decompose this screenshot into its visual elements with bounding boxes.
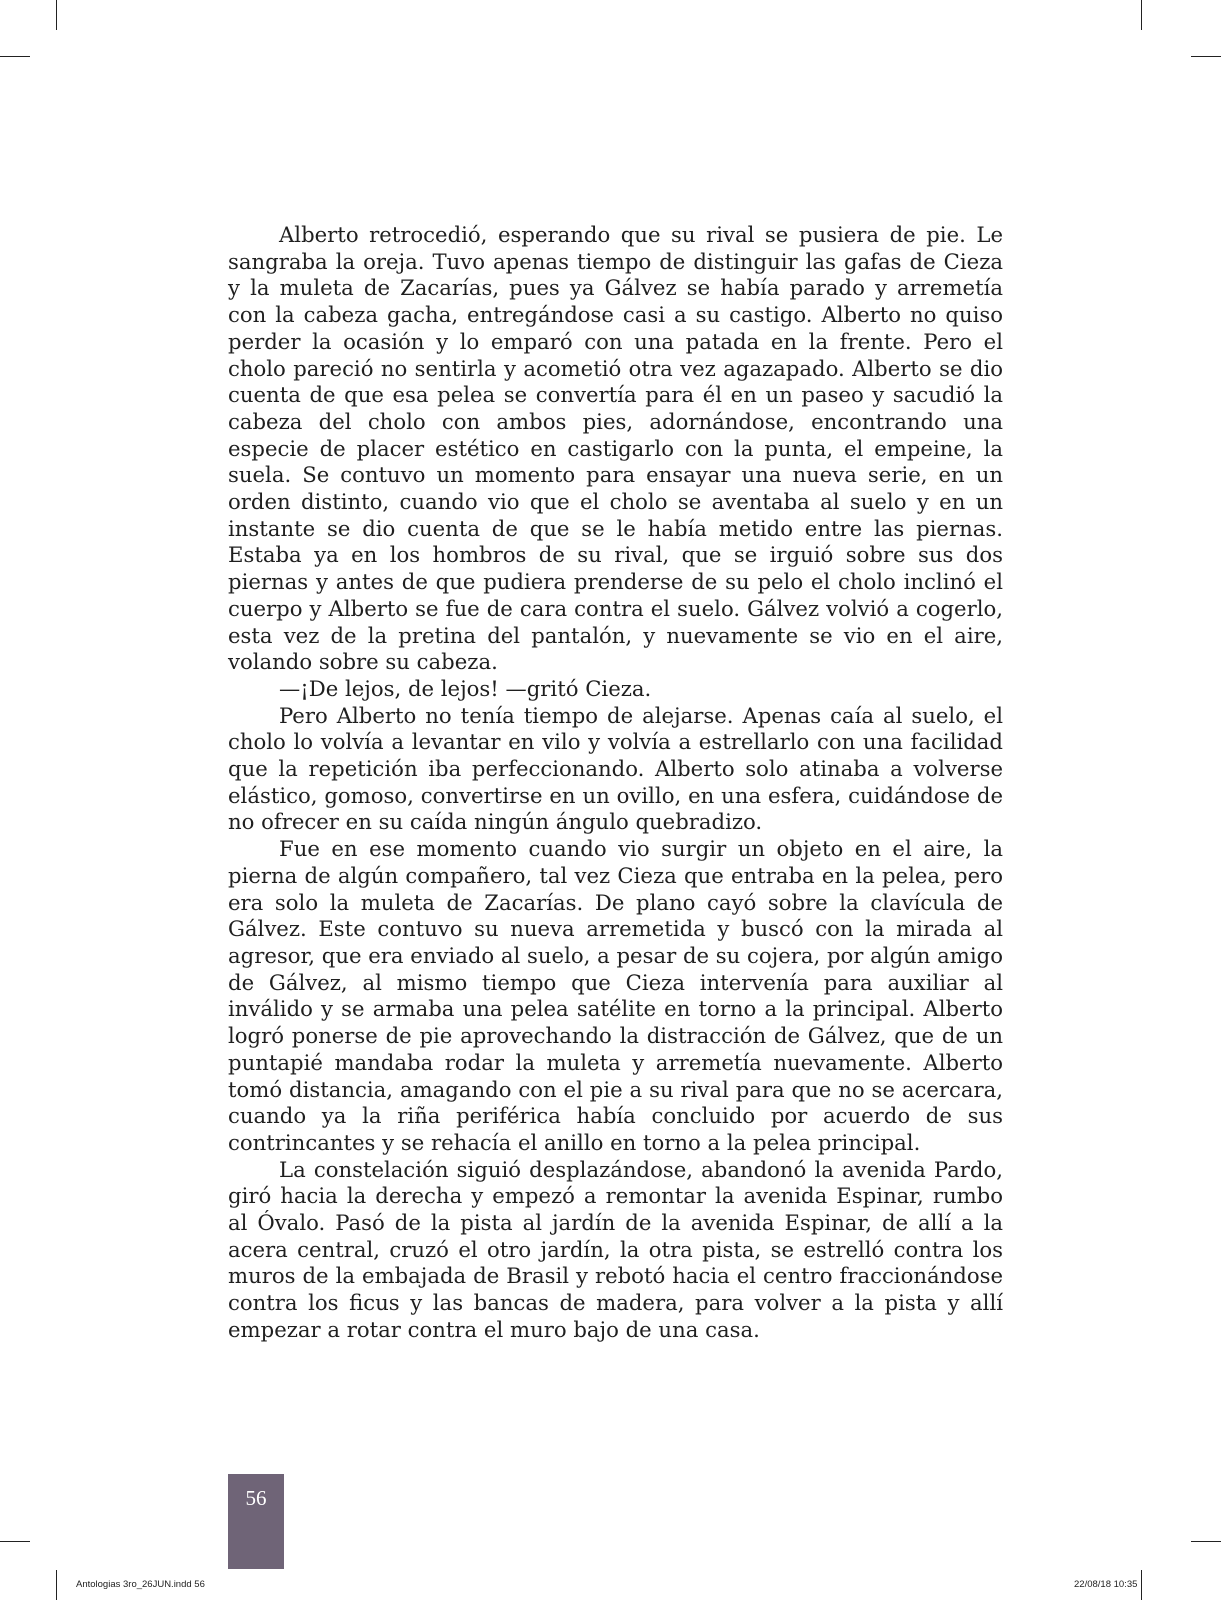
- page-number-tab: [228, 1474, 284, 1569]
- crop-mark-top-right: [1141, 0, 1142, 30]
- paragraph-1: Alberto retrocedió, esperando que su rival se pusiera de pie. Le sangraba la oreja. Tuvo apenas tiempo de distinguir las gafas de Cieza y la muleta de Zacarías, pues ya Gálvez se había parado y arremetía con la cabeza gacha, entregándose casi a su castigo. Alberto no quiso perder la ocasión y lo emparó con una patada en la frente. Pero el cholo pareció no sentirla y acometió otra vez agazapado. Alberto se dio cuenta de que esa pelea se convertía para él en un paseo y sacudió la cabeza del cholo con ambos pies, adornándose, encontrando una especie de placer estético en castigarlo con la punta, el empeine, la suela. Se contuvo un momento para ensayar una nueva serie, en un orden distinto, cuando vio que el cholo se aventaba al suelo y en un instante se dio cuenta de que se le había metido entre las piernas. Estaba ya en los hombros de su rival, que se irguió sobre sus dos piernas y antes de que pudiera prenderse de su pelo el cholo inclinó el cuerpo y Alberto se fue de cara contra el suelo. Gálvez volvió a cogerlo, esta vez de la pretina del pantalón, y nuevamente se vio en el aire, volando sobre su cabeza.: [228, 222, 1003, 675]
- body-text: [228, 222, 1003, 1344]
- crop-mark-bottom-right-h: [1191, 1541, 1221, 1542]
- crop-mark-bottom-left-h: [0, 1541, 30, 1542]
- print-slug-filename: Antologias 3ro_26JUN.indd 56: [76, 1579, 205, 1590]
- paragraph-2-dialogue: —¡De lejos, de lejos! —gritó Cieza.: [279, 675, 652, 701]
- paragraph-5: La constelación siguió desplazándose, abandonó la avenida Pardo, giró hacia la derecha y empezó a remontar la avenida Espinar, rumbo al Óvalo. Pasó de la pista al jardín de la avenida Espinar, de allí a la acera central, cruzó el otro jardín, la otra pista, se estrelló contra los muros de la embajada de Brasil y rebotó hacia el centro fraccionándose contra los ficus y las bancas de madera, para volver a la pista y allí empezar a rotar contra el muro bajo de una casa.: [228, 1156, 1003, 1342]
- print-slug-timestamp: 22/08/18 10:35: [1074, 1579, 1138, 1590]
- paragraph-3: Pero Alberto no tenía tiempo de alejarse. Apenas caía al suelo, el cholo lo volvía a levantar en vilo y volvía a estrellarlo con una facilidad que la repetición iba perfeccionando. Alberto solo atinaba a volverse elástico, gomoso, convertirse en un ovillo, en una esfera, cuidándose de no ofrecer en su caída ningún ángulo quebradizo.: [228, 702, 1003, 835]
- crop-mark-bottom-right: [1141, 1570, 1142, 1600]
- page-number: 56: [245, 1486, 267, 1510]
- crop-mark-bottom-left: [56, 1570, 57, 1600]
- crop-mark-top-left: [56, 0, 57, 30]
- paragraph-4: Fue en ese momento cuando vio surgir un objeto en el aire, la pierna de algún compañero, tal vez Cieza que entraba en la pelea, pero era solo la muleta de Zacarías. De plano cayó sobre la clavícula de Gálvez. Este contuvo su nueva arremetida y buscó con la mirada al agresor, que era enviado al suelo, a pesar de su cojera, por algún amigo de Gálvez, al mismo tiempo que Cieza intervenía para auxiliar al inválido y se armaba una pelea satélite en torno a la principal. Alberto logró ponerse de pie aprovechando la distracción de Gálvez, que de un puntapié mandaba rodar la muleta y arremetía nuevamente. Alberto tomó distancia, amagando con el pie a su rival para que no se acercara, cuando ya la riña periférica había concluido por acuerdo de sus contrincantes y se rehacía el anillo en torno a la pelea principal.: [228, 836, 1003, 1155]
- crop-mark-top-left-h: [0, 56, 30, 57]
- crop-mark-top-right-h: [1191, 56, 1221, 57]
